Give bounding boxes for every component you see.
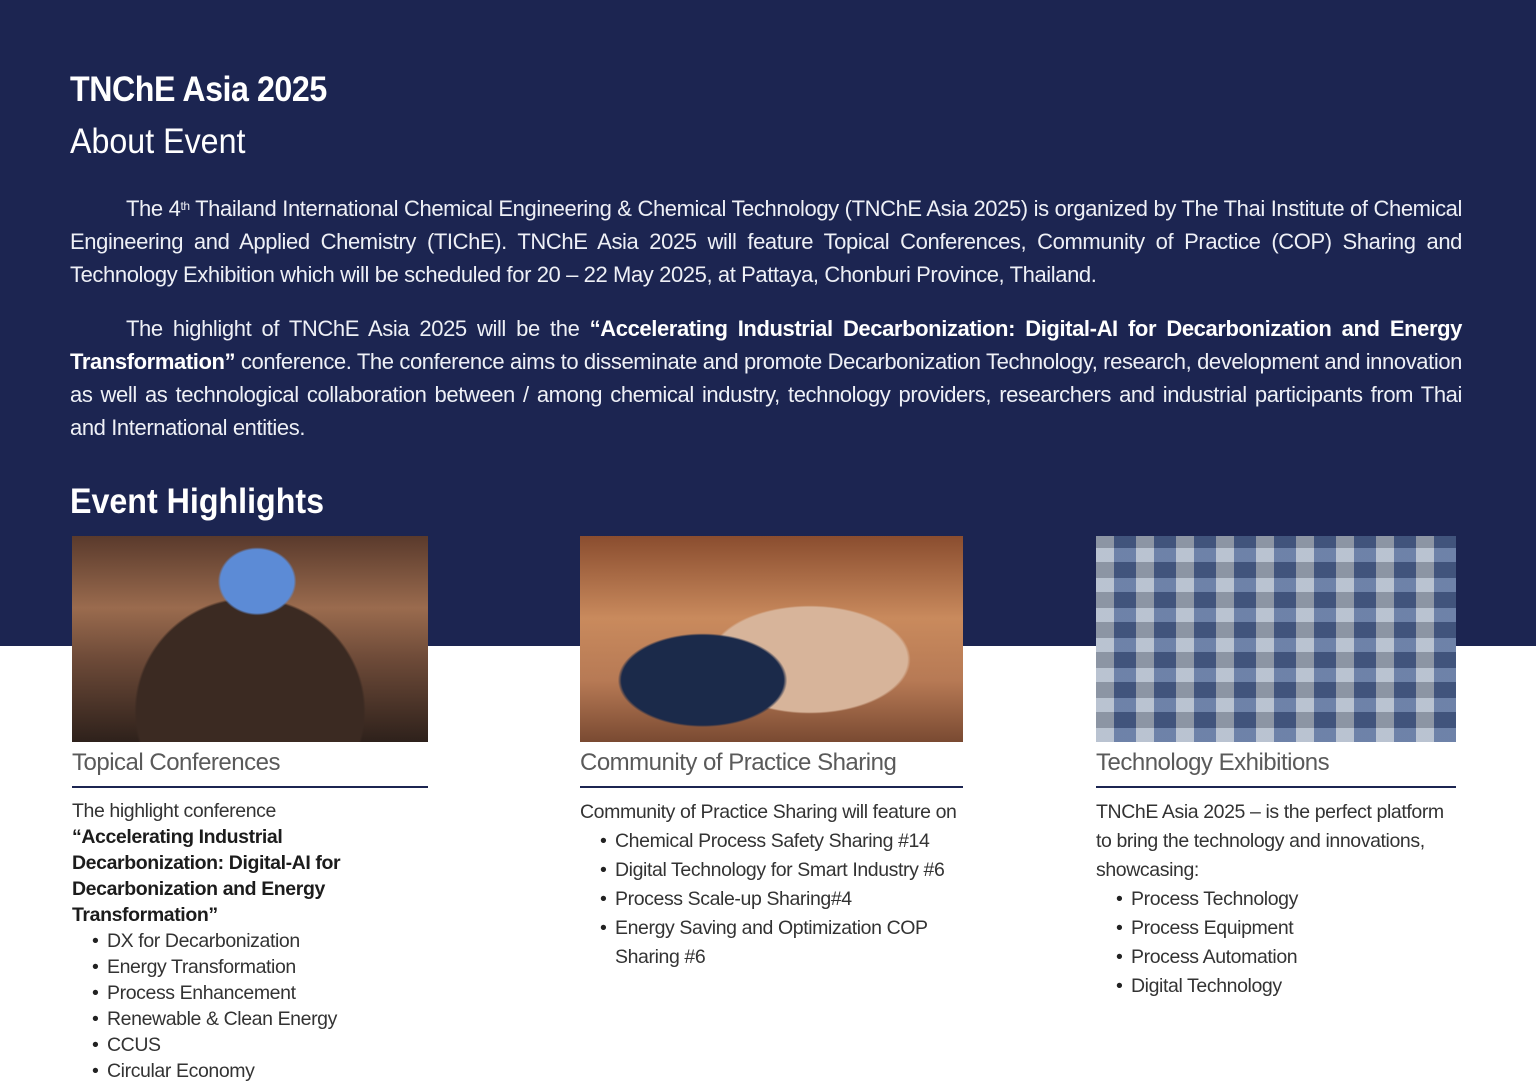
highlight-conference-name: “Accelerating Industrial Decarbonization: Digital-AI for Decarbonization and Energy Transformation” [70, 316, 1462, 374]
exhibition-hall-photo [1096, 536, 1456, 742]
technology-exhibitions-column [1096, 536, 1456, 1001]
cop-intro: Community of Practice Sharing will feature on [580, 801, 957, 823]
list-item: • Process Technology [1116, 885, 1456, 914]
speaker-presentation-photo [580, 536, 963, 742]
list-item: • Chemical Process Safety Sharing #14 [600, 827, 963, 856]
cop-sharing-body [580, 798, 963, 972]
list-item: • Digital Technology for Smart Industry #6 [600, 856, 963, 885]
cop-list [580, 827, 963, 972]
technology-exhibitions-body [1096, 798, 1456, 1001]
topical-conference-name: “Accelerating Industrial Decarbonization: Digital-AI for Decarbonization and Energy Transformation” [72, 826, 341, 926]
list-item: • Process Enhancement [92, 980, 428, 1006]
list-item: • Energy Transformation [92, 954, 428, 980]
about-paragraph-2: The highlight of TNChE Asia 2025 will be the “Accelerating Industrial Decarbonization: Digital-AI for Decarbonization and Energy Transformation” conference. The conference aims to disseminate and promote Decarbonization Technology, research, development and innovation as well as technological collaboration between / among chemical industry, technology providers, researchers and industrial participants from Thai and International entities. [70, 316, 1462, 440]
page-title: TNChE Asia 2025 [70, 70, 327, 109]
topical-conferences-body [72, 798, 428, 1084]
cop-sharing-title: Community of Practice Sharing [580, 748, 963, 788]
about-event-heading: About Event [70, 122, 246, 161]
event-highlights-heading: Event Highlights [70, 482, 325, 521]
list-item: • Process Automation [1116, 943, 1456, 972]
list-item: • Digital Technology [1116, 972, 1456, 1001]
topical-list [72, 928, 428, 1084]
list-item: • DX for Decarbonization [92, 928, 428, 954]
conference-audience-photo [72, 536, 428, 742]
list-item: • Process Equipment [1116, 914, 1456, 943]
list-item: • Circular Economy [92, 1058, 428, 1084]
topical-conferences-column [72, 536, 428, 1084]
about-paragraph-1: The 4th Thailand International Chemical Engineering & Chemical Technology (TNChE Asia 2025) is organized by The Thai Institute of Chemical Engineering and Applied Chemistry (TIChE). TNChE Asia 2025 will feature Topical Conferences, Community of Practice (COP) Sharing and Technology Exhibition which will be scheduled for 20 – 22 May 2025, at Pattaya, Chonburi Province, Thailand. [70, 196, 1462, 287]
list-item: • Energy Saving and Optimization COP Sharing #6 [600, 914, 963, 972]
list-item: • CCUS [92, 1032, 428, 1058]
topical-conferences-title: Topical Conferences [72, 748, 428, 788]
technology-exhibitions-title: Technology Exhibitions [1096, 748, 1456, 788]
list-item: • Process Scale-up Sharing#4 [600, 885, 963, 914]
cop-sharing-column [580, 536, 963, 972]
tech-list [1096, 885, 1456, 1001]
tech-intro: TNChE Asia 2025 – is the perfect platform to bring the technology and innovations, showcasing: [1096, 801, 1444, 881]
topical-intro: The highlight conference [72, 800, 276, 822]
list-item: • Renewable & Clean Energy [92, 1006, 428, 1032]
